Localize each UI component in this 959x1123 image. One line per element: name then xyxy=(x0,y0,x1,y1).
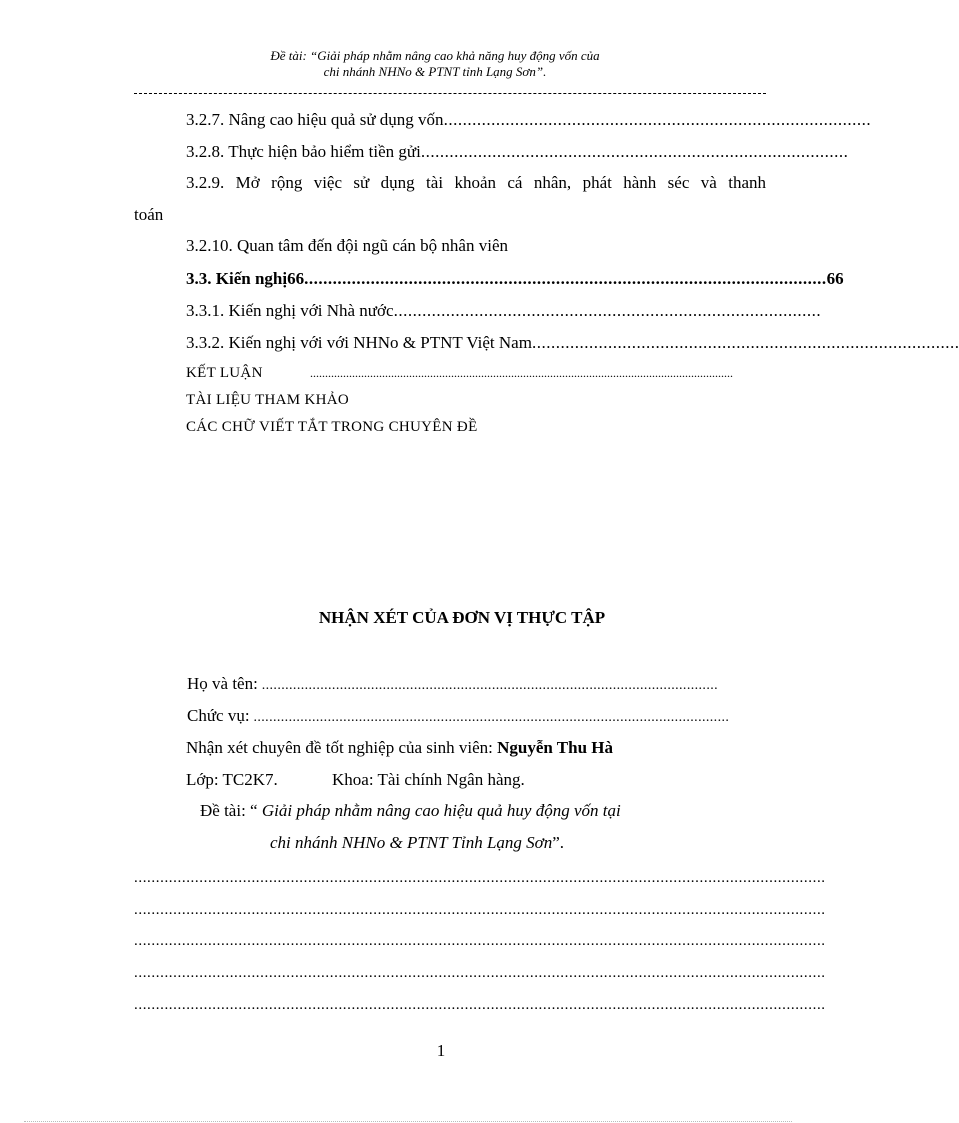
toc-item: KẾT LUẬN ............................................................................................................................................. xyxy=(186,365,733,381)
section-title: NHẬN XÉT CỦA ĐƠN VỊ THỰC TẬP xyxy=(318,608,606,627)
topic-text-1: Giải pháp nhằm nâng cao hiệu quả huy động vốn tại xyxy=(261,801,621,820)
blank-line: ............................................................................................................................................................... xyxy=(134,902,826,918)
student-name: Nguyễn Thu Hà xyxy=(497,738,614,757)
toc-item: CÁC CHỮ VIẾT TẮT TRONG CHUYÊN ĐỀ xyxy=(186,419,478,435)
name-label: Họ và tên: xyxy=(187,674,258,693)
faculty-label: Khoa: Tài chính Ngân hàng. xyxy=(332,770,525,789)
header-line-1: Đề tài: “Giải pháp nhằm nâng cao khả năng huy động vốn của xyxy=(270,48,600,63)
header-divider xyxy=(134,93,766,94)
toc-item: TÀI LIỆU THAM KHẢO xyxy=(186,392,350,408)
page-bottom-edge xyxy=(24,1121,792,1122)
toc-item: 3.2.7. Nâng cao hiệu quả sử dụng vốn .......................................................................................... xyxy=(186,110,872,129)
topic-line-2 xyxy=(270,833,564,853)
name-dots: ..................................................................................................................... xyxy=(257,678,719,693)
toc-item: 3.2.8. Thực hiện bảo hiểm tiền gửi .......................................................................................... xyxy=(186,142,849,161)
topic-line-1 xyxy=(200,801,621,821)
blank-line: ............................................................................................................................................................... xyxy=(134,997,826,1013)
toc-item: 3.3.1. Kiến nghị với Nhà nước .......................................................................................... xyxy=(186,301,822,320)
topic-end: ”. xyxy=(552,833,565,852)
page-number: 1 xyxy=(436,1041,446,1060)
class-label: Lớp: TC2K7. xyxy=(186,770,278,789)
toc-item: 3.3. Kiến nghị66 .............................................................................................................. 66 xyxy=(186,269,844,288)
document-header xyxy=(0,48,870,80)
position-field xyxy=(187,706,730,726)
topic-text-2: chi nhánh NHNo & PTNT Tỉnh Lạng Sơn xyxy=(270,833,553,852)
review-label: Nhận xét chuyên đề tốt nghiệp của sinh viên: xyxy=(186,738,498,757)
review-line xyxy=(186,738,613,758)
toc-page-number: 66 xyxy=(826,269,844,288)
toc-item: 3.3.2. Kiến nghị với với NHNo & PTNT Việt Nam .......................................................................................... xyxy=(186,333,959,352)
toc-item: 3.2.10. Quan tâm đến đội ngũ cán bộ nhân viên xyxy=(186,236,508,255)
position-dots: .......................................................................................................................... xyxy=(249,710,730,725)
blank-line: ............................................................................................................................................................... xyxy=(134,870,826,886)
topic-label: Đề tài: “ xyxy=(200,801,262,820)
blank-line: ............................................................................................................................................................... xyxy=(134,965,826,981)
header-line-2: chi nhánh NHNo & PTNT tỉnh Lạng Sơn”. xyxy=(323,64,547,79)
class-line xyxy=(186,770,278,790)
faculty-line xyxy=(332,770,525,790)
blank-line: ............................................................................................................................................................... xyxy=(134,933,826,949)
toc-item: toán xyxy=(134,205,164,224)
name-field xyxy=(187,674,719,694)
toc-item: 3.2.9. Mở rộng việc sử dụng tài khoản cá nhân, phát hành séc và thanh xyxy=(186,173,766,192)
position-label: Chức vụ: xyxy=(187,706,250,725)
